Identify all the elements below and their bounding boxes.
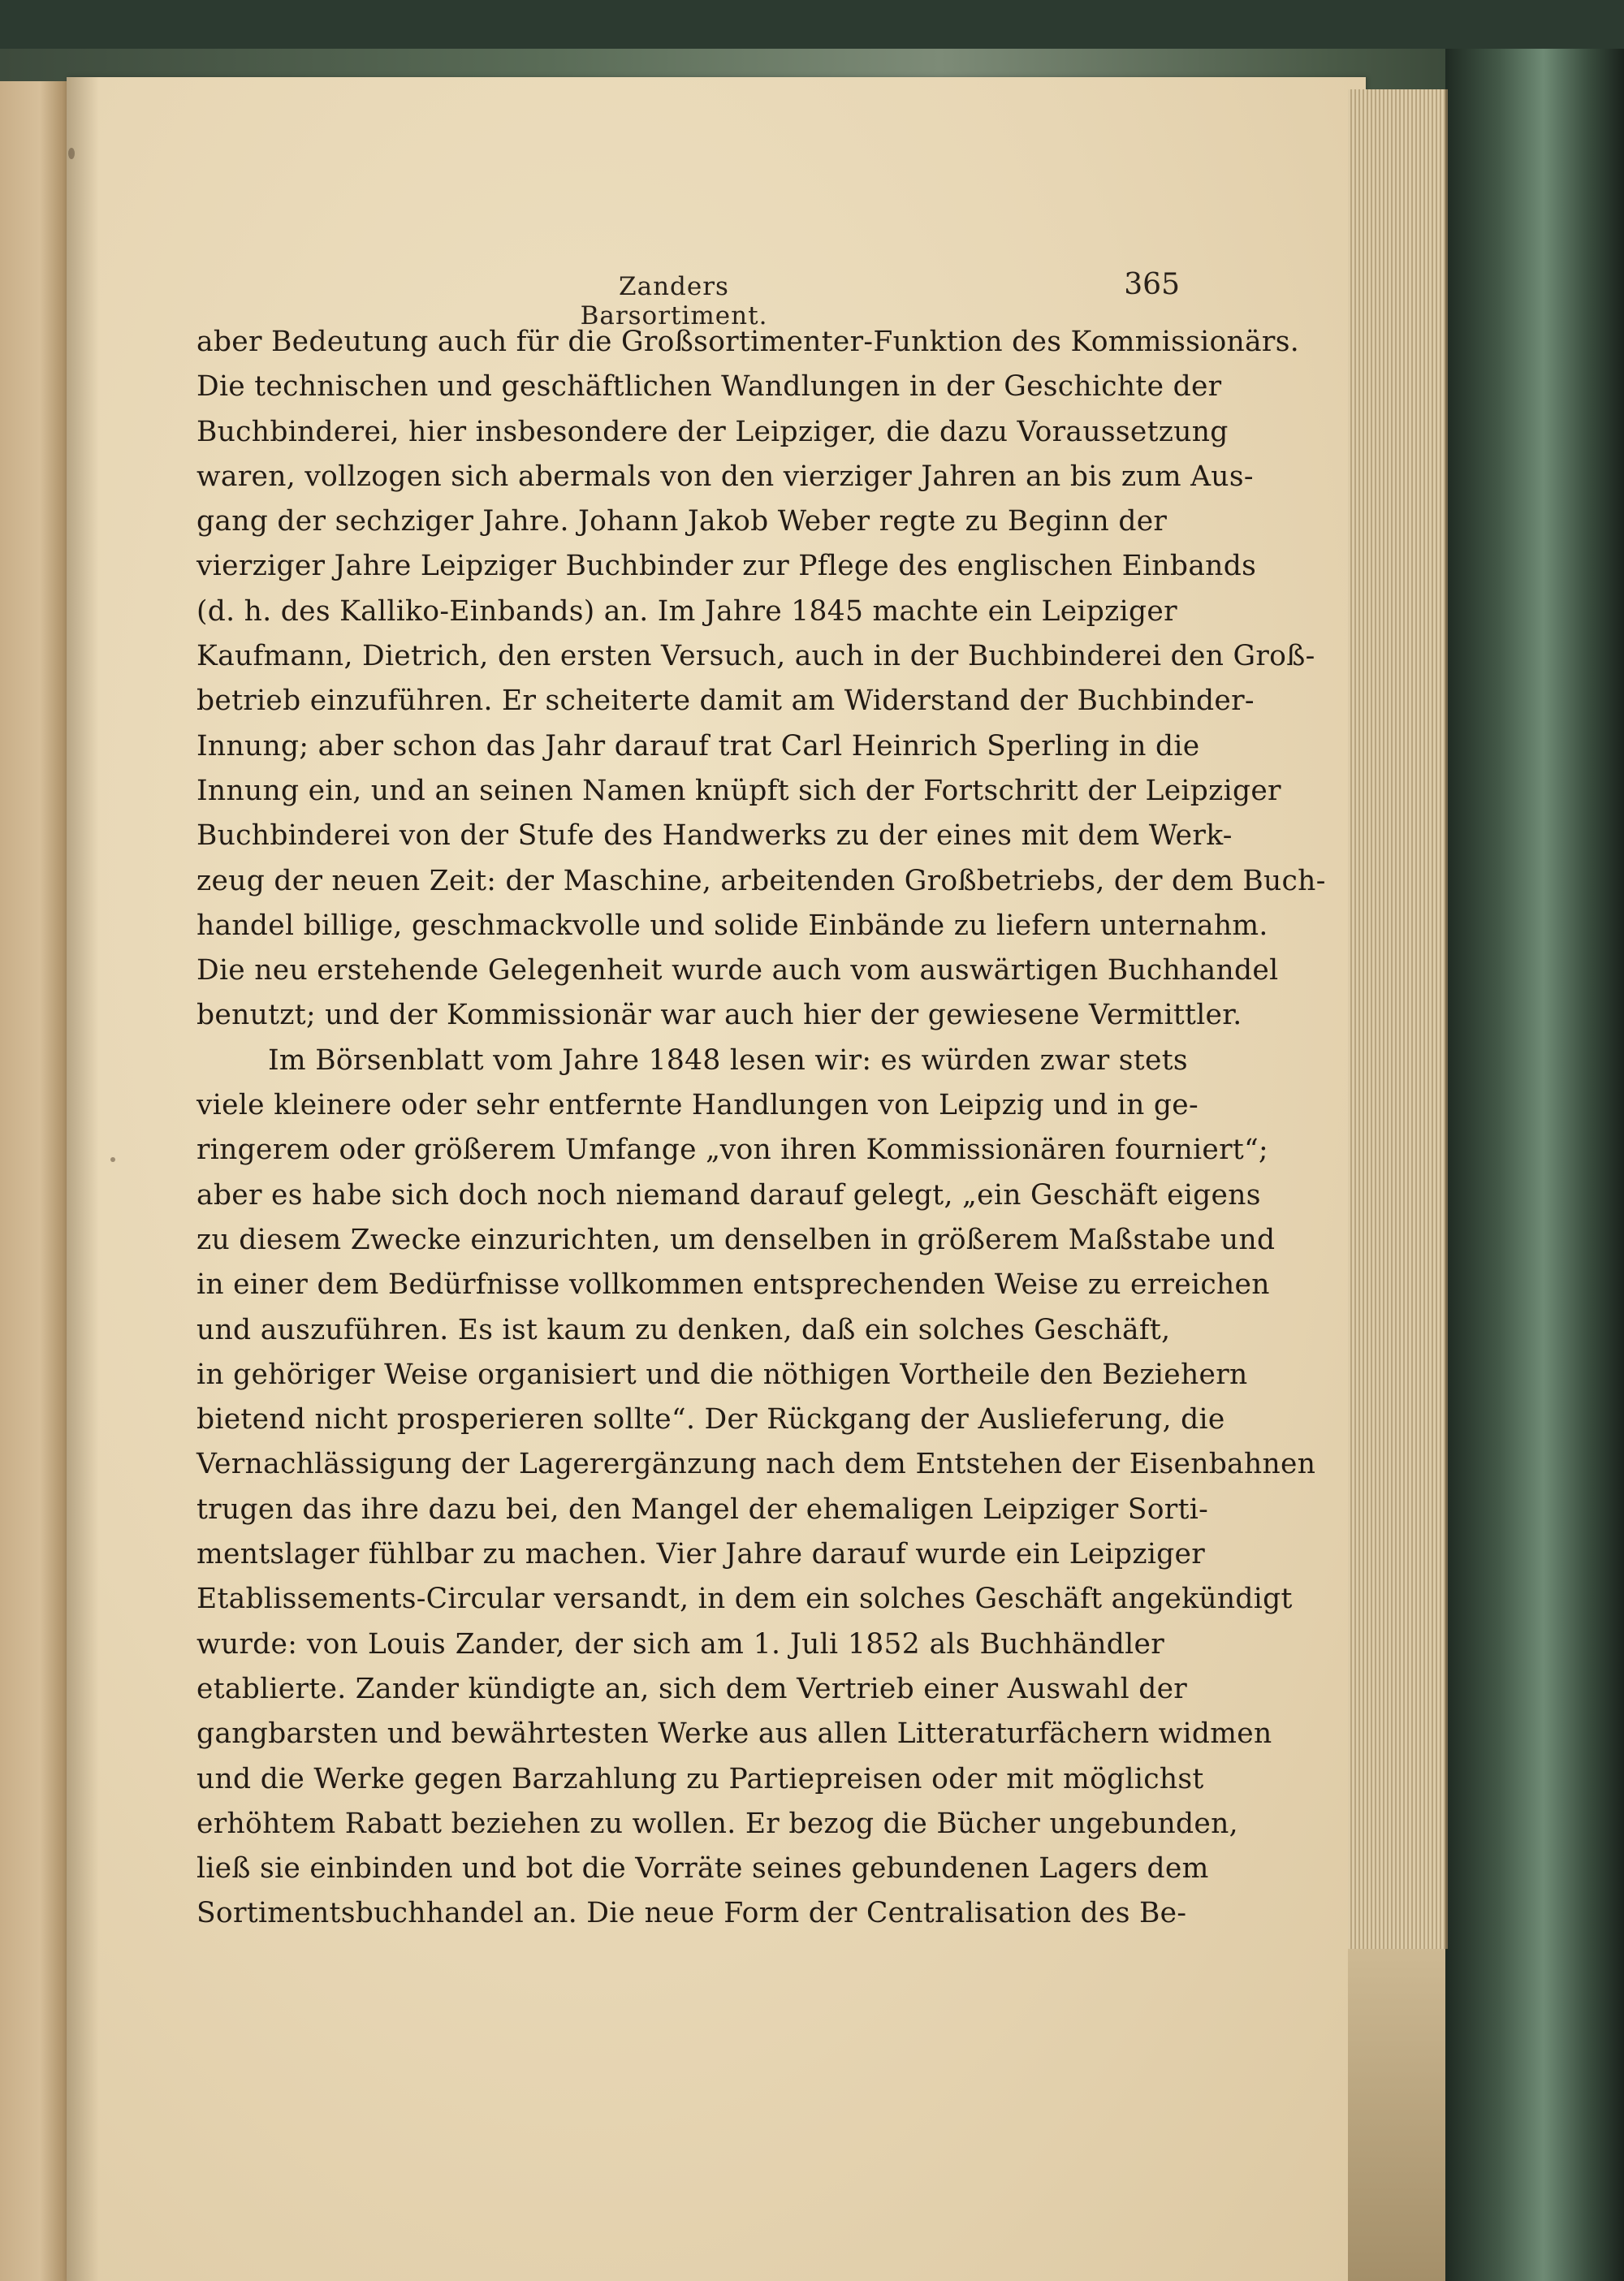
text-line: gang der sechziger Jahre. Johann Jakob Weber regte zu Beginn der xyxy=(197,505,1168,538)
text-line: zu diesem Zwecke einzurichten, um denselben in größerem Maßstabe und xyxy=(197,1223,1276,1256)
text-line: (d. h. des Kalliko-Einbands) an. Im Jahre 1845 machte ein Leipziger xyxy=(197,594,1177,628)
text-line: und auszuführen. Es ist kaum zu denken, daß ein solches Geschäft, xyxy=(197,1313,1171,1346)
binding-shadow xyxy=(67,77,99,2281)
text-line: ringerem oder größerem Umfange „von ihren Kommissionären fourniert“; xyxy=(197,1134,1268,1167)
running-head: Zanders Barsortiment. xyxy=(580,272,768,330)
text-line: Innung; aber schon das Jahr darauf trat Carl Heinrich Sperling in die xyxy=(197,729,1200,762)
text-line: benutzt; und der Kommissionär war auch hier der gewiesene Vermittler. xyxy=(197,999,1242,1032)
text-line: betrieb einzuführen. Er scheiterte damit am Widerstand der Buchbinder- xyxy=(197,685,1255,718)
text-line: in einer dem Bedürfnisse vollkommen entsprechenden Weise zu erreichen xyxy=(197,1268,1270,1302)
text-line: waren, vollzogen sich abermals von den vierziger Jahren an bis zum Aus- xyxy=(197,460,1254,493)
book-cover-right xyxy=(1445,49,1624,2281)
text-line: und die Werke gegen Barzahlung zu Partiepreisen oder mit möglichst xyxy=(197,1762,1204,1795)
text-line: trugen das ihre dazu bei, den Mangel der ehemaligen Leipziger Sorti- xyxy=(197,1493,1209,1526)
text-line: Vernachlässigung der Lagerergänzung nach dem Entstehen der Eisenbahnen xyxy=(197,1448,1316,1481)
page-number: 365 xyxy=(1124,268,1180,301)
paper-speck xyxy=(68,148,75,159)
text-line: aber Bedeutung auch für die Großsortimenter-Funktion des Kommissionärs. xyxy=(197,326,1299,358)
text-line: handel billige, geschmackvolle und solide Einbände zu liefern unternahm. xyxy=(197,909,1268,942)
paper-speck xyxy=(110,1157,115,1162)
body-text xyxy=(197,320,1326,1937)
facing-page-edge xyxy=(0,81,67,2281)
text-line: Die technischen und geschäftlichen Wandlungen in der Geschichte der xyxy=(197,370,1222,404)
page-block-edges-lower xyxy=(1348,1949,1445,2281)
text-line: in gehöriger Weise organisiert und die nöthigen Vortheile den Beziehern xyxy=(197,1358,1248,1391)
text-line: wurde: von Louis Zander, der sich am 1. Juli 1852 als Buchhändler xyxy=(197,1627,1164,1661)
page-block-edges xyxy=(1348,89,1448,1949)
text-line: Die neu erstehende Gelegenheit wurde auch vom auswärtigen Buchhandel xyxy=(197,954,1279,987)
text-line: Kaufmann, Dietrich, den ersten Versuch, auch in der Buchbinderei den Groß- xyxy=(197,640,1315,673)
text-line: Im Börsenblatt vom Jahre 1848 lesen wir: es würden zwar stets xyxy=(268,1043,1188,1077)
text-line: bietend nicht prosperieren sollte“. Der Rückgang der Auslieferung, die xyxy=(197,1403,1225,1436)
text-line: mentslager fühlbar zu machen. Vier Jahre darauf wurde ein Leipziger xyxy=(197,1538,1206,1571)
text-line: gangbarsten und bewährtesten Werke aus allen Litteraturfächern widmen xyxy=(197,1717,1272,1751)
text-line: zeug der neuen Zeit: der Maschine, arbeitenden Großbetriebs, der dem Buch- xyxy=(197,864,1326,897)
text-line: viele kleinere oder sehr entfernte Handlungen von Leipzig und in ge- xyxy=(197,1089,1199,1122)
text-line: erhöhtem Rabatt beziehen zu wollen. Er bezog die Bücher ungebunden, xyxy=(197,1807,1238,1840)
text-line: Buchbinderei, hier insbesondere der Leipziger, die dazu Voraussetzung xyxy=(197,415,1229,448)
text-line: aber es habe sich doch noch niemand darauf gelegt, „ein Geschäft eigens xyxy=(197,1178,1261,1212)
text-line: Sortimentsbuchhandel an. Die neue Form der Centralisation des Be- xyxy=(197,1897,1187,1930)
text-line: Innung ein, und an seinen Namen knüpft sich der Fortschritt der Leipziger xyxy=(197,774,1281,807)
text-line: Etablissements-Circular versandt, in dem ein solches Geschäft angekündigt xyxy=(197,1583,1293,1616)
text-line: etablierte. Zander kündigte an, sich dem Vertrieb einer Auswahl der xyxy=(197,1672,1188,1705)
text-line: Buchbinderei von der Stufe des Handwerks zu der eines mit dem Werk- xyxy=(197,819,1233,853)
text-line: ließ sie einbinden und bot die Vorräte seines gebundenen Lagers dem xyxy=(197,1852,1209,1886)
text-line: vierziger Jahre Leipziger Buchbinder zur Pflege des englischen Einbands xyxy=(197,550,1257,583)
